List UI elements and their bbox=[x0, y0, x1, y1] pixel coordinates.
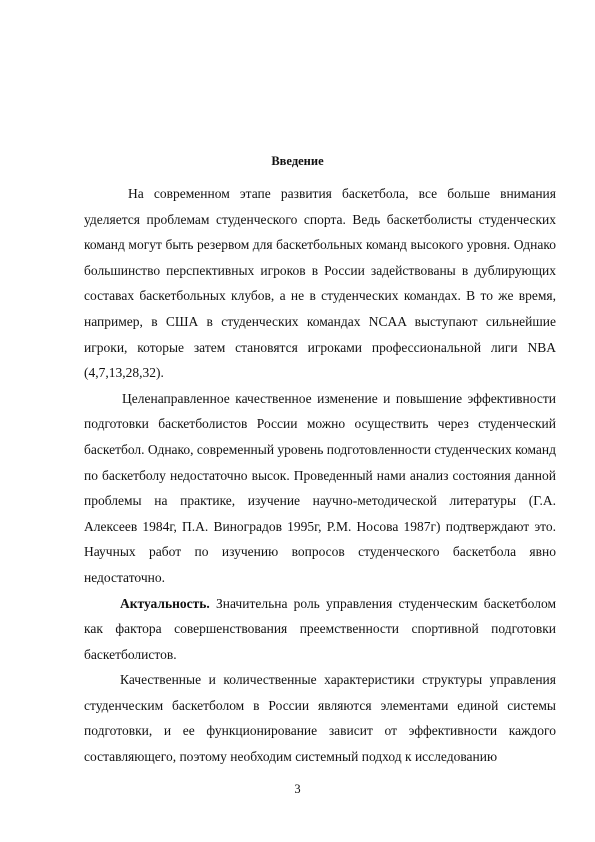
paragraph-relevance bbox=[84, 591, 556, 668]
paragraph-structure bbox=[84, 667, 556, 769]
page-number: 3 bbox=[294, 782, 301, 796]
paragraph-lead-relevance: Актуальность. bbox=[120, 595, 210, 611]
paragraph-intro bbox=[84, 181, 556, 386]
paragraph-text: Целенаправленное качественное изменение и повышение эффективности подготовки баскетболистов России можно осуществить через студенческий баскетбол. Однако, современный уровень подготовленности студенческих команд по баскетболу недостаточно высок. Проведенный нами анализ состояния данной проблемы на практике, изучение научно-методической литературы (Г.А. Алексеев 1984г, П.А. Виноградов 1995г, Р.М. Носова 1987г) подтверждают это. Научных работ по изучению вопросов студенческого баскетбола явно недостаточно. bbox=[84, 390, 556, 585]
paragraph-text: Качественные и количественные характеристики структуры управления студенческим баскетболом в России являются элементами единой системы подготовки, и ее функционирование зависит от эффективности каждого составляющего, поэтому необходим системный подход к исследованию bbox=[84, 672, 556, 765]
paragraph-text: На современном этапе развития баскетбола, все больше внимания уделяется проблемам студенческого спорта. Ведь баскетболисты студенческих команд могут быть резервом для баскетбольных команд высокого уровня. Однако большинство перспективных игроков в России задействованы в дублирующих составах баскетбольных клубов, а не в студенческих командах. В то же время, например, в США в студенческих командах NCAA выступают сильнейшие игроки, которые затем становятся игроками профессиональной лиги NBA (4,7,13,28,32). bbox=[84, 186, 556, 381]
section-heading: Введение bbox=[271, 154, 324, 168]
body-text bbox=[84, 181, 556, 770]
paragraph-text: Значительна роль управления студенческим баскетболом как фактора совершенствования преемственности спортивной подготовки баскетболистов. bbox=[84, 595, 556, 662]
paragraph-goal bbox=[84, 386, 556, 591]
